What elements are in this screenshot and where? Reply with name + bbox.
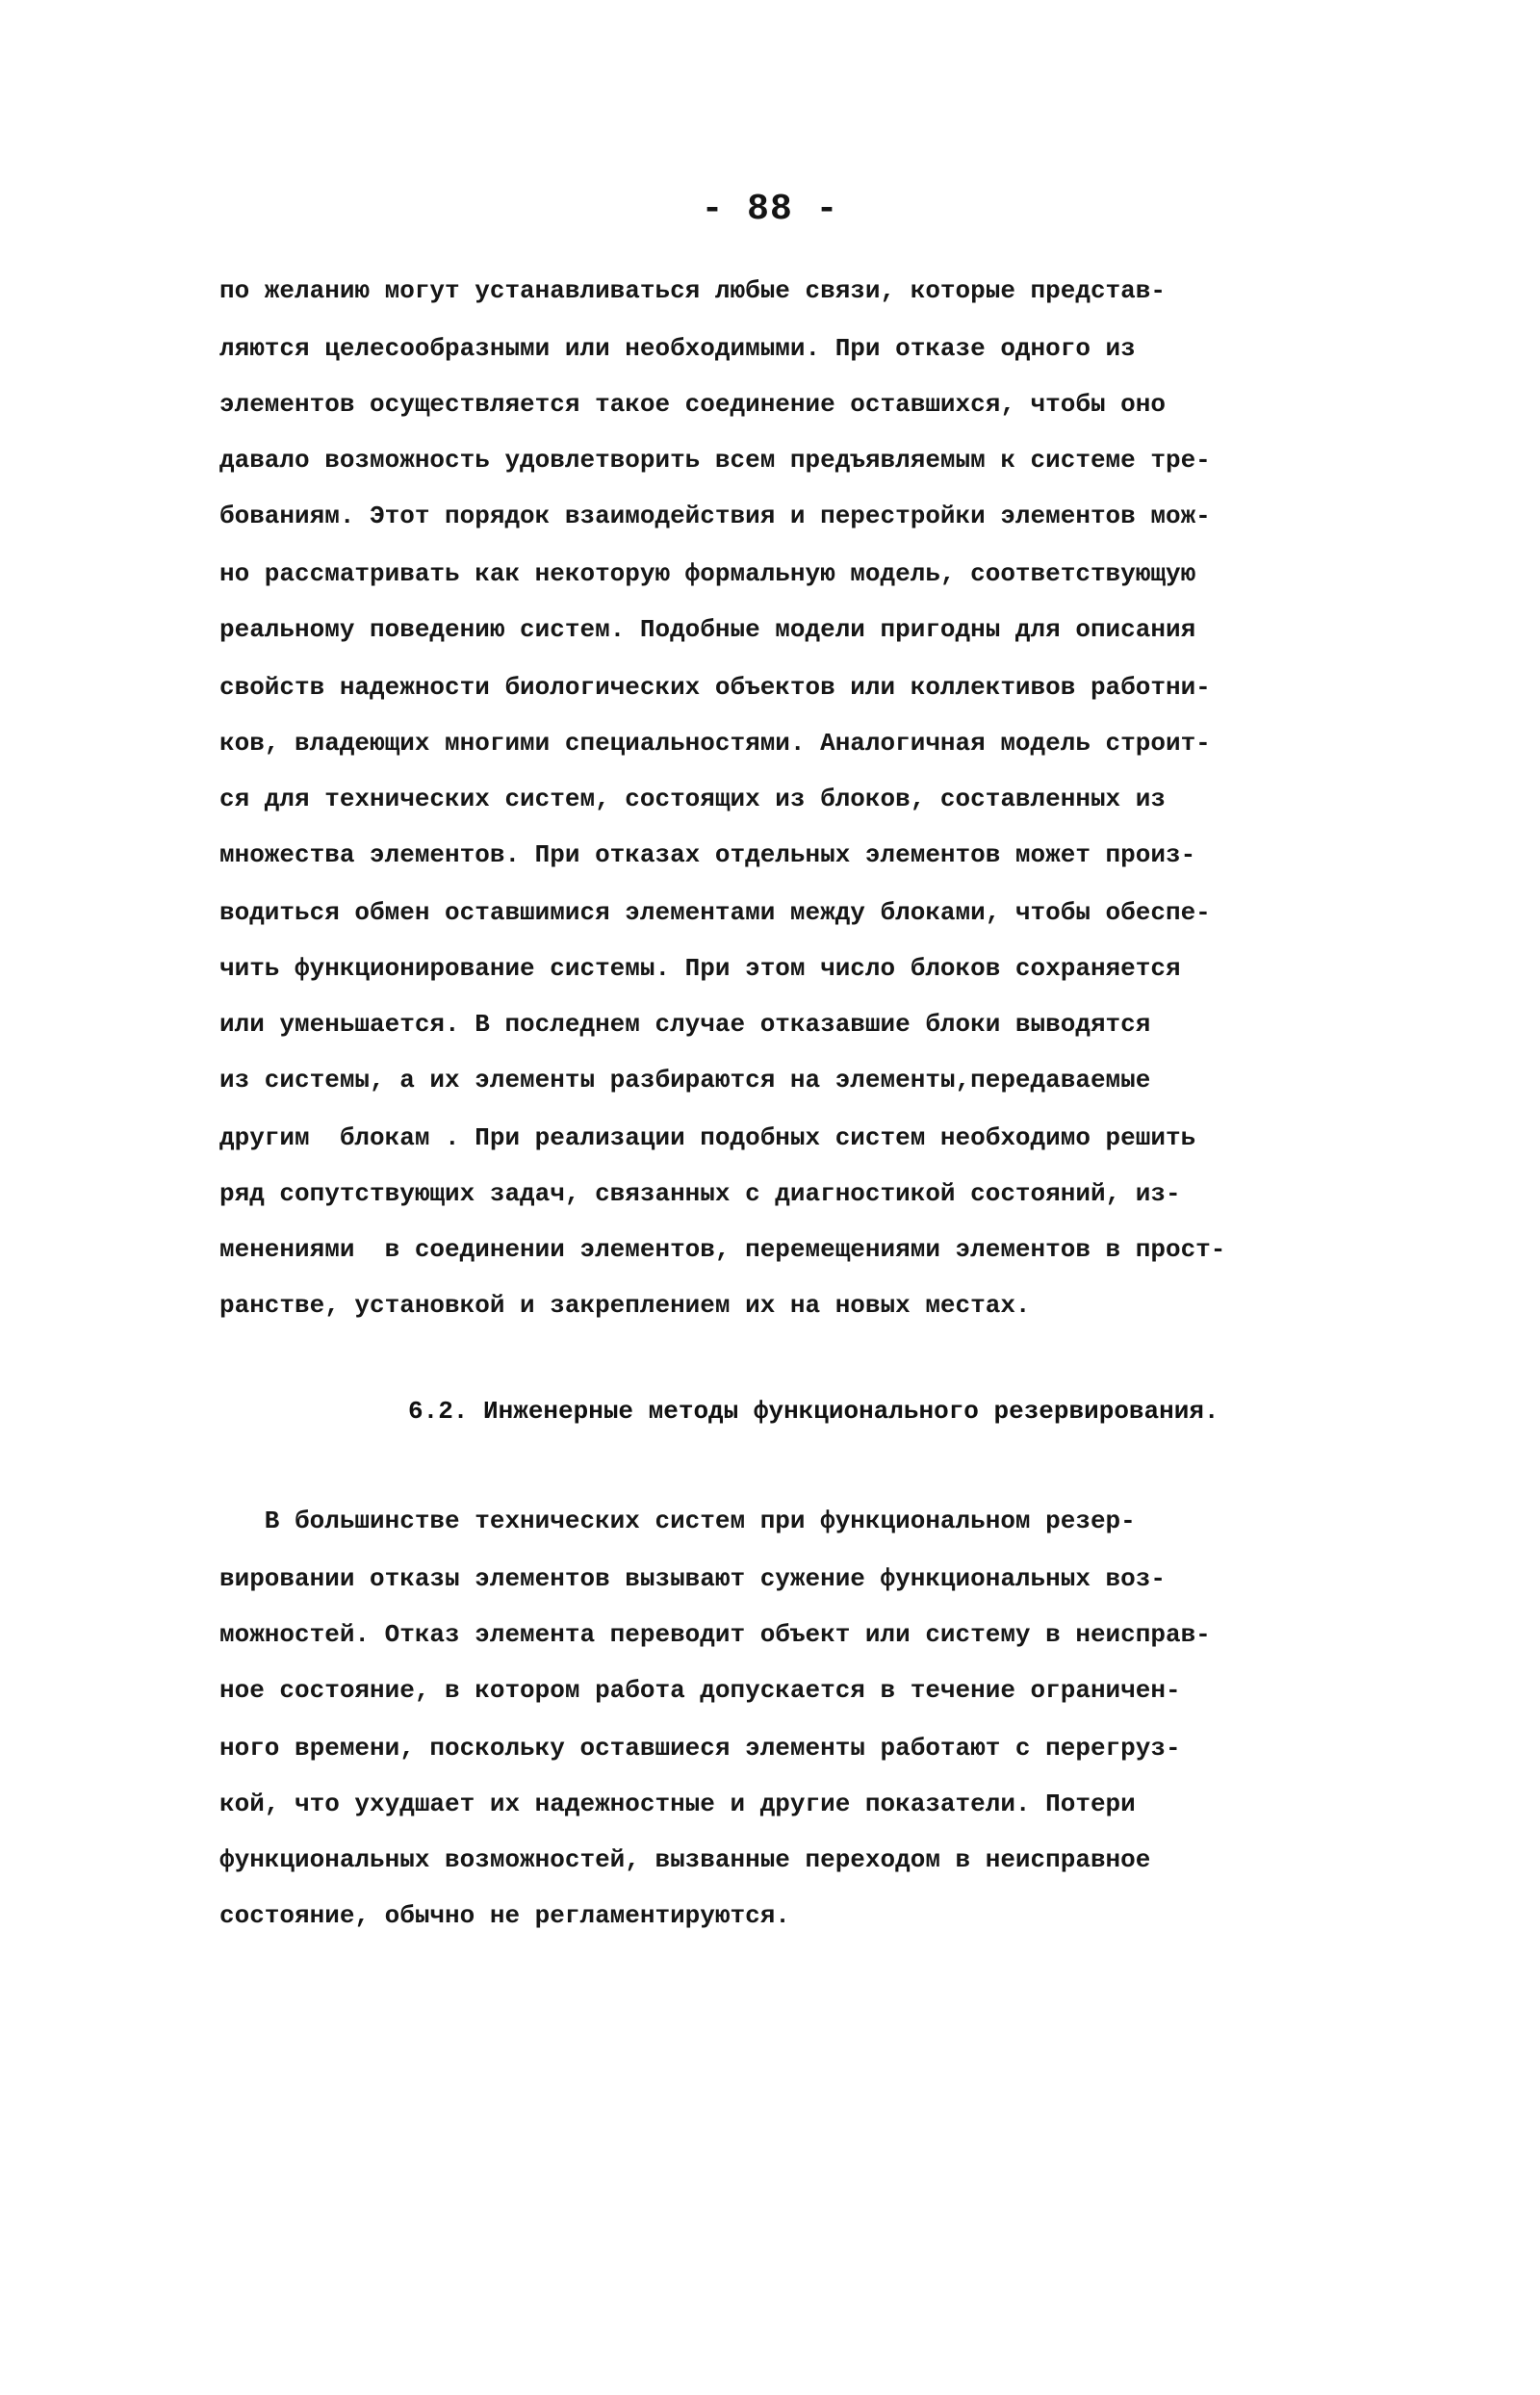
text-line: ся для технических систем, состоящих из блоков, составленных из: [219, 785, 1166, 813]
text-line: ляются целесообразными или необходимыми. При отказе одного из: [219, 334, 1136, 363]
text-line: кой, что ухудшает их надежностные и другие показатели. Потери: [219, 1790, 1136, 1818]
text-line: из системы, а их элементы разбираются на элементы,передаваемые: [219, 1066, 1151, 1094]
text-line: множества элементов. При отказах отдельных элементов может произ-: [219, 840, 1196, 869]
text-line: функциональных возможностей, вызванные переходом в неисправное: [219, 1845, 1151, 1874]
text-line: но рассматривать как некоторую формальную модель, соответствующую: [219, 559, 1196, 588]
text-line: водиться обмен оставшимися элементами между блоками, чтобы обеспе-: [219, 898, 1211, 927]
text-line: ряд сопутствующих задач, связанных с диагностикой состояний, из-: [219, 1179, 1181, 1208]
text-line: элементов осуществляется такое соединение оставшихся, чтобы оно: [219, 390, 1166, 419]
section-heading: 6.2. Инженерные методы функционального резервирования.: [408, 1397, 1219, 1426]
text-line: состояние, обычно не регламентируются.: [219, 1901, 790, 1930]
text-line: или уменьшается. В последнем случае отказавшие блоки выводятся: [219, 1010, 1151, 1039]
text-line: давало возможность удовлетворить всем предъявляемым к системе тре-: [219, 446, 1211, 475]
text-line: ное состояние, в котором работа допускается в течение ограничен-: [219, 1676, 1181, 1705]
text-line: по желанию могут устанавливаться любые связи, которые представ-: [219, 276, 1166, 305]
text-line: чить функционирование системы. При этом число блоков сохраняется: [219, 954, 1181, 983]
text-line: ного времени, поскольку оставшиеся элементы работают с перегруз-: [219, 1734, 1181, 1763]
text-line: ков, владеющих многими специальностями. Аналогичная модель строит-: [219, 729, 1211, 758]
text-line: менениями в соединении элементов, перемещениями элементов в прост-: [219, 1235, 1226, 1264]
page-number: - 88 -: [701, 189, 839, 230]
text-line: В большинстве технических систем при функциональном резер-: [219, 1507, 1136, 1535]
text-line: можностей. Отказ элемента переводит объект или систему в неисправ-: [219, 1620, 1211, 1649]
text-line: реальному поведению систем. Подобные модели пригодны для описания: [219, 615, 1196, 644]
text-line: свойств надежности биологических объектов или коллективов работни-: [219, 673, 1211, 702]
text-line: ранстве, установкой и закреплением их на новых местах.: [219, 1291, 1031, 1320]
text-line: другим блокам . При реализации подобных систем необходимо решить: [219, 1123, 1196, 1152]
text-line: вировании отказы элементов вызывают сужение функциональных воз-: [219, 1564, 1166, 1593]
text-line: бованиям. Этот порядок взаимодействия и перестройки элементов мож-: [219, 502, 1211, 530]
